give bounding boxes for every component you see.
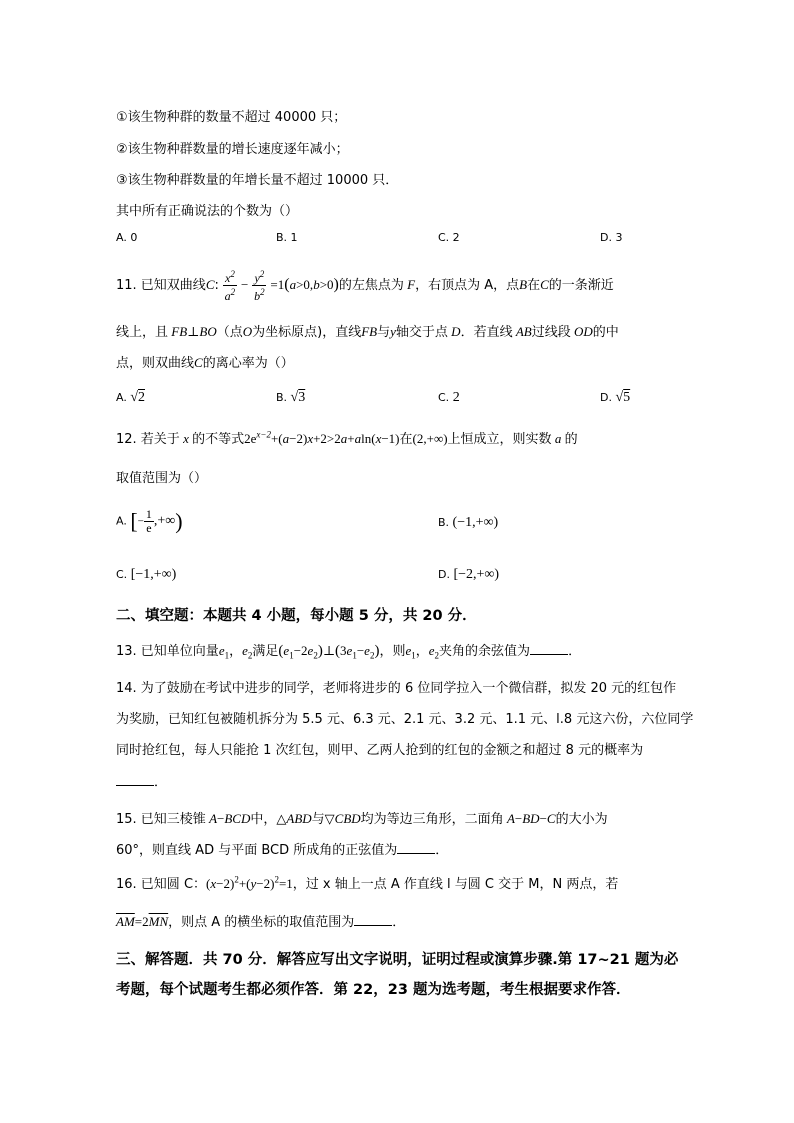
q15-answer-blank	[397, 852, 435, 854]
q13-line: 13. 已知单位向量$e_1$，$e_2$满足$(e_1-2e_2)\perp(3e_1-e_2)$，则$e_1$，$e_2$夹角的余弦值为 ．	[116, 643, 582, 661]
q13-answer-blank	[530, 653, 568, 655]
q10-option-c: C. 2	[438, 231, 460, 244]
q11-line-1: 11. 已知双曲线C: $\frac{x^2}{a^2}$ − $\frac{y^2}{b^2}$ =1(a>0,b>0)的左焦点为 F，右顶点为 A，点B在C的一条渐近	[116, 269, 614, 303]
q11-option-a: A. √2	[116, 390, 146, 405]
q14-line-1: 14. 为了鼓励在考试中进步的同学，老师将进步的 6 位同学拉入一个微信群，拟发 20 元的红包作	[116, 681, 677, 696]
q12-line-1: 12. 若关于 x 的不等式$2e^{x-2}+(a-2)x+2>2a+aln(x-1)$在(2,+∞)上恒成立，则实数 a 的	[116, 429, 578, 447]
q16-line-2: $\overline{AM}=2\overline{MN}$，则点 A 的横坐标的取值范围为 ．	[116, 914, 406, 930]
q10-prompt: 其中所有正确说法的个数为（）	[116, 204, 299, 219]
q11-line-2: 线上，且 FB⊥BO（点O为坐标原点)，直线FB与y轴交于点 D．若直线 AB过线段 OD的中	[116, 324, 619, 340]
q11-line-3: 点，则双曲线C的离心率为（）	[116, 355, 294, 371]
q10-item-1: ①该生物种群的数量不超过 40000 只；	[116, 110, 347, 125]
section-2-heading: 二、填空题：本题共 4 小题，每小题 5 分，共 20 分．	[116, 608, 477, 624]
q12-option-a: A. [− $\frac{1}{e}$ ,+∞)	[116, 507, 183, 535]
q11-option-c: C. 2	[438, 390, 460, 405]
q12-line-2: 取值范围为（）	[116, 471, 208, 486]
q10-option-d: D. 3	[600, 231, 623, 244]
q14-line-4: ．	[116, 771, 167, 790]
q14-line-3: 同时抢红包，每人只能抢 1 次红包，则甲、乙两人抢到的红包的金额之和超过 8 元的概率为	[116, 743, 644, 758]
q10-option-a: A. 0	[116, 231, 138, 244]
q10-item-2: ②该生物种群数量的增长速度逐年减小；	[116, 142, 349, 157]
section-3-heading-line-2: 考题，每个试题考生都必须作答．第 22，23 题为选考题，考生根据要求作答．	[116, 982, 631, 998]
q12-option-b: B. (−1,+∞)	[438, 515, 499, 530]
q11-option-b: B. √3	[276, 390, 306, 405]
section-3-heading-line-1: 三、解答题．共 70 分．解答应写出文字说明，证明过程或演算步骤.第 17~21 题为必	[116, 952, 679, 968]
q10-item-3: ③该生物种群数量的年增长量不超过 10000 只．	[116, 173, 399, 188]
q14-line-2: 为奖励，已知红包被随机拆分为 5.5 元、6.3 元、2.1 元、3.2 元、1.1 元、l.8 元这六份，六位同学	[116, 712, 694, 727]
q15-line-1: 15. 已知三棱锥 A−BCD中，△ABD与▽CBD均为等边三角形，二面角 A−BD−C的大小为	[116, 811, 608, 827]
q12-option-d: D. [−2,+∞)	[438, 567, 500, 582]
q12-option-c: C. [−1,+∞)	[116, 567, 177, 582]
q14-answer-blank	[116, 784, 154, 786]
q11-option-d: D. √5	[600, 390, 631, 405]
q16-answer-blank	[354, 924, 392, 926]
q15-line-2: 60°，则直线 AD 与平面 BCD 所成角的正弦值为 ．	[116, 843, 449, 858]
q10-option-b: B. 1	[276, 231, 298, 244]
q16-line-1: 16. 已知圆 C：$(x-2)^2+(y-2)^2=1$，过 x 轴上一点 A 作直线 l 与圆 C 交于 M，N 两点，若	[116, 874, 619, 892]
